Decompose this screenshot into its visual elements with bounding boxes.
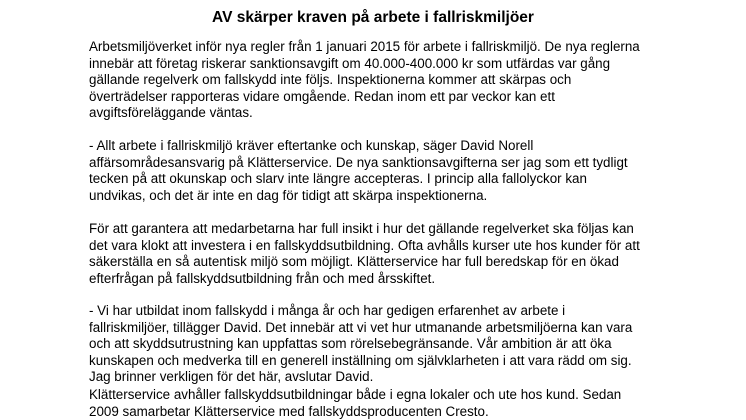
paragraph-new-regulations — [89, 39, 640, 122]
paragraph-line: Jag brinner verkligen för det här, avslutar David. — [89, 369, 374, 385]
paragraph-line: och att skyddsutrustning kan uppfattas som rörelsebegränsande. Vår ambition är att öka — [89, 336, 612, 352]
paragraph-training — [89, 221, 640, 287]
paragraph-line: överträdelser rapporteras vidare omgående. Redan inom ett par veckor kan ett — [89, 88, 555, 104]
paragraph-line: tecken på att okunskap och slarv inte längre accepteras. I princip alla fallolyckor kan — [89, 171, 587, 187]
paragraph-quote-norell — [89, 138, 628, 204]
paragraph-line: fallriskmiljöer, tillägger David. Det innebär att vi vet hur utmanande arbetsmiljöerna kan vara — [89, 319, 633, 335]
paragraph-line: - Vi har utbildat inom fallskydd i många år och har gedigen erfarenhet av arbete i — [89, 303, 566, 318]
paragraph-line: kunskapen och medverka till en generell inställning om självklarheten i att vara rädd om sig. — [89, 352, 632, 368]
document-title: AV skärper kraven på arbete i fallriskmiljöer — [212, 9, 534, 26]
paragraph-line: det vara klokt att investera i en fallskyddsutbildning. Ofta avhålls kurser ute hos kunder för att — [89, 237, 640, 253]
paragraph-line: 2009 samarbetar Klätterservice med fallskyddsproducenten Cresto. — [89, 403, 489, 419]
paragraph-line: undvikas, och det är inte en dag för tidigt att skärpa inspektionerna. — [89, 187, 488, 203]
paragraph-line: gällande regelverk om fallskydd inte följs. Inspektionerna kommer att skärpas och — [89, 72, 572, 88]
paragraph-line: - Allt arbete i fallriskmiljö kräver eftertanke och kunskap, säger David Norell — [89, 138, 534, 153]
paragraph-quote-david — [89, 303, 632, 386]
paragraph-line: innebär att företag riskerar sanktionsavgift om 40.000-400.000 kr som utfärdas var gång — [89, 55, 611, 71]
paragraph-line: Klätterservice avhåller fallskyddsutbildningar både i egna lokaler och ute hos kund. Sedan — [89, 387, 622, 402]
paragraph-line: Arbetsmiljöverket inför nya regler från 1 januari 2015 för arbete i fallriskmiljö. De nya reglerna — [89, 39, 640, 54]
paragraph-line: efterfrågan på fallskyddsutbildning från och med årsskiftet. — [89, 270, 436, 286]
paragraph-line: avgiftsföreläggande väntas. — [89, 105, 253, 121]
paragraph-line: affärsområdesansvarig på Klätterservice. De nya sanktionsavgifterna ser jag som ett tydligt — [89, 154, 628, 170]
paragraph-line: För att garantera att medarbetarna har full insikt i hur det gällande regelverket ska följas kan — [89, 221, 634, 236]
paragraph-line: säkerställa en så autentisk miljö som möjligt. Klätterservice har full beredskap för en ökad — [89, 254, 619, 270]
paragraph-cresto-partnership — [89, 387, 621, 420]
